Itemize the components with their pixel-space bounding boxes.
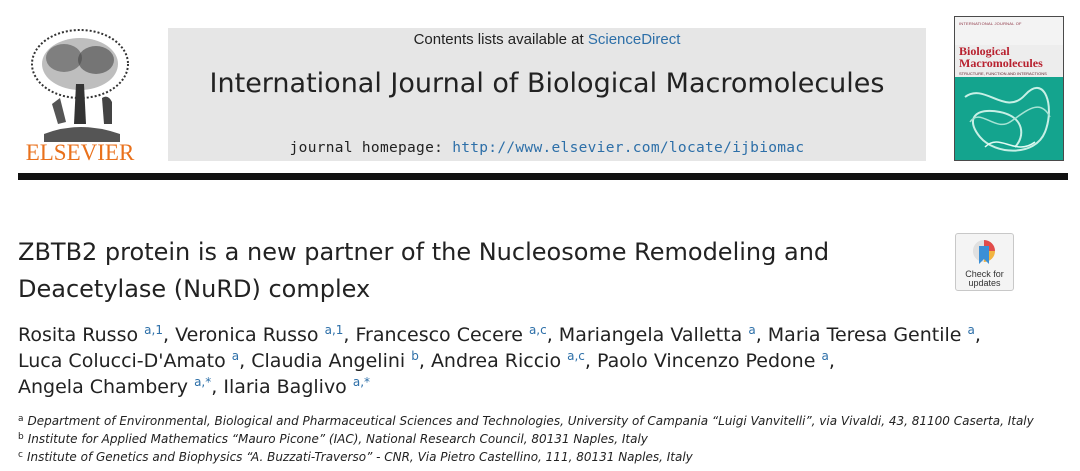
- elsevier-logo[interactable]: [18, 16, 142, 164]
- contents-prefix: Contents lists available at: [413, 31, 588, 48]
- crossmark-label-line2: updates: [968, 278, 1001, 288]
- article-title-line1: ZBTB2 protein is a new partner of the Nucleosome Remodeling and: [18, 238, 830, 266]
- author-name: Rosita Russo: [18, 324, 139, 346]
- author-name: Angela Chambery: [18, 376, 189, 398]
- cover-small-heading: INTERNATIONAL JOURNAL OF: [959, 21, 1022, 26]
- author-affiliation-sup[interactable]: a,c: [528, 323, 547, 337]
- header-divider: [18, 173, 1068, 180]
- journal-title: International Journal of Biological Macromolecules: [209, 68, 885, 99]
- article-title: [18, 234, 918, 308]
- author-name: Andrea Riccio: [430, 350, 562, 372]
- author-separator: ,: [584, 350, 597, 372]
- author-affiliation-sup[interactable]: a: [967, 323, 975, 337]
- author-separator: ,: [828, 350, 835, 372]
- cover-title: [959, 45, 1059, 69]
- author-name: Mariangela Valletta: [558, 324, 743, 346]
- author-name: Paolo Vincenzo Pedone: [597, 350, 816, 372]
- elsevier-tree-icon: [24, 24, 136, 142]
- author-affiliation-sup[interactable]: a,c: [567, 349, 585, 363]
- article-title-line2: Deacetylase (NuRD) complex: [18, 275, 371, 303]
- author-line-1: [18, 322, 1058, 348]
- author-affiliation-sup[interactable]: a: [821, 349, 829, 363]
- author[interactable]: [175, 324, 343, 346]
- affiliation-text: Institute for Applied Mathematics “Mauro Picone” (IAC), National Research Council, 80131 Naples, Italy: [27, 432, 648, 446]
- author-affiliation-sup[interactable]: a: [231, 349, 240, 363]
- homepage-line: [168, 140, 926, 156]
- contents-line: [168, 31, 926, 48]
- author-separator: ,: [974, 324, 981, 346]
- cover-title-line2: Macromolecules: [959, 56, 1043, 70]
- author-separator: ,: [211, 376, 224, 398]
- author-line-3: [18, 374, 1058, 400]
- homepage-prefix: journal homepage:: [289, 140, 453, 156]
- author-name: Maria Teresa Gentile: [767, 324, 962, 346]
- author[interactable]: [356, 324, 547, 346]
- crossmark-label-line1: Check for: [965, 269, 1004, 279]
- author[interactable]: [431, 350, 585, 372]
- affiliation-key: a: [18, 414, 24, 424]
- protein-structure-image: [955, 77, 1063, 160]
- author-affiliation-sup[interactable]: a,1: [324, 323, 344, 337]
- author-separator: ,: [755, 324, 768, 346]
- journal-cover-thumbnail[interactable]: [954, 16, 1064, 161]
- author-separator: ,: [546, 324, 559, 346]
- crossmark-icon: [971, 238, 997, 268]
- author-name: Ilaria Baglivo: [223, 376, 347, 398]
- author-affiliation-sup[interactable]: a,1: [144, 323, 163, 337]
- sciencedirect-link[interactable]: ScienceDirect: [587, 31, 681, 48]
- author[interactable]: [251, 350, 419, 372]
- author-name: Claudia Angelini: [251, 350, 406, 372]
- author-name: Veronica Russo: [175, 324, 319, 346]
- journal-banner: [168, 28, 926, 161]
- affiliation-list: [18, 412, 1068, 466]
- author-line-2: [18, 348, 1058, 374]
- author-separator: ,: [418, 350, 431, 372]
- author-separator: ,: [343, 324, 356, 346]
- author-affiliation-sup[interactable]: a,*: [194, 375, 212, 389]
- cover-subtitle: STRUCTURE, FUNCTION AND INTERACTIONS: [959, 71, 1047, 76]
- author[interactable]: [597, 350, 829, 372]
- author[interactable]: [559, 324, 756, 346]
- author-separator: ,: [239, 350, 252, 372]
- homepage-link[interactable]: http://www.elsevier.com/locate/ijbiomac: [452, 140, 805, 156]
- affiliation-item: [18, 448, 1068, 466]
- affiliation-item: [18, 412, 1068, 430]
- author[interactable]: [223, 376, 370, 398]
- author[interactable]: [18, 350, 239, 372]
- affiliation-key: c: [18, 450, 23, 460]
- author-separator: ,: [162, 324, 176, 346]
- author-list: [18, 322, 1058, 400]
- author-name: Luca Colucci-D'Amato: [18, 350, 226, 372]
- author[interactable]: [18, 324, 163, 346]
- affiliation-item: [18, 430, 1068, 448]
- author-affiliation-sup[interactable]: a: [748, 323, 756, 337]
- author-affiliation-sup[interactable]: b: [411, 349, 419, 363]
- author-name: Francesco Cecere: [355, 324, 523, 346]
- author[interactable]: [18, 376, 211, 398]
- author[interactable]: [768, 324, 975, 346]
- affiliation-text: Institute of Genetics and Biophysics “A. Buzzati-Traverso” - CNR, Via Pietro Castellino, 111, 80131 Naples, Italy: [26, 450, 693, 464]
- check-for-updates-button[interactable]: [955, 233, 1014, 291]
- author-affiliation-sup[interactable]: a,*: [352, 375, 371, 389]
- crossmark-label: [956, 270, 1013, 288]
- affiliation-key: b: [18, 432, 24, 442]
- elsevier-wordmark: ELSEVIER: [25, 140, 135, 165]
- cover-title-line1: Biological: [959, 44, 1010, 58]
- affiliation-text: Department of Environmental, Biological and Pharmaceutical Sciences and Technologies, University of Campania “Luigi Vanvitelli”, via Vivaldi, 43, 81100 Caserta, Italy: [27, 414, 1034, 428]
